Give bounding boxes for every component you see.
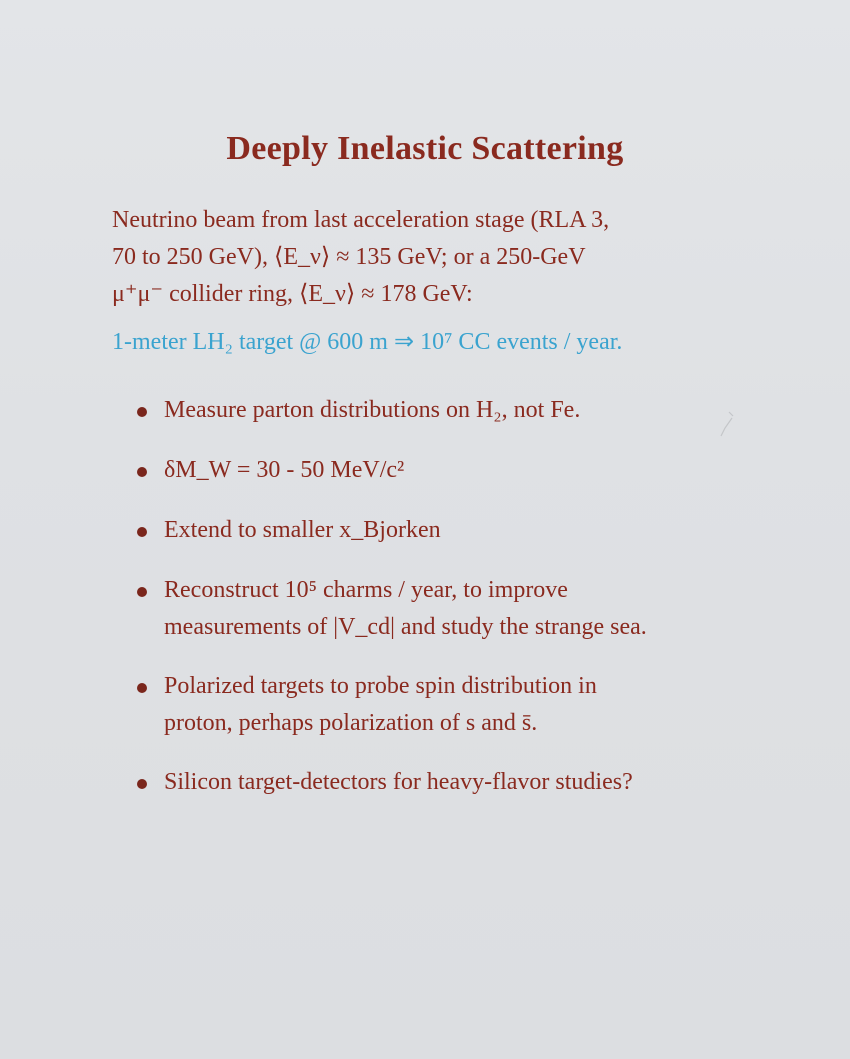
intro-line-1: Neutrino beam from last acceleration stage (RLA 3, — [112, 207, 610, 233]
bullet-text: Silicon target-detectors for heavy-flavor studies? — [164, 769, 633, 795]
bullet-dot-icon — [137, 779, 147, 789]
bullet-dot-icon — [137, 407, 147, 417]
bullet-dot-icon — [137, 587, 147, 597]
bullet-text-line-1: Reconstruct 10⁵ charms / year, to improve — [164, 577, 568, 603]
bullet-text: δM_W = 30 - 50 MeV/c² — [164, 457, 405, 483]
bullet-text-line-2: measurements of |V_cd| and study the strange sea. — [164, 614, 647, 640]
bullet-item-w-mass — [0, 452, 850, 489]
intro-line-2: 70 to 250 GeV), ⟨E_ν⟩ ≈ 135 GeV; or a 250-GeV — [112, 244, 586, 270]
bullet-dot-icon — [137, 683, 147, 693]
bullet-item-polarized-targets — [0, 668, 850, 742]
bullet-text-line-2: proton, perhaps polarization of s and s̄. — [164, 710, 538, 736]
bullet-item-x-bjorken — [0, 512, 850, 549]
bullet-list — [0, 392, 850, 801]
bullet-item-charms — [0, 572, 850, 646]
slide-title: Deeply Inelastic Scattering — [226, 130, 624, 167]
intro-paragraph — [112, 202, 752, 313]
highlight-line: 1-meter LH₂ target @ 600 m ⇒ 10⁷ CC events / year. — [112, 329, 623, 355]
bullet-text: Measure parton distributions on H₂, not Fe. — [164, 397, 581, 423]
bullet-item-silicon-detectors — [0, 764, 850, 801]
intro-line-3: μ⁺μ⁻ collider ring, ⟨E_ν⟩ ≈ 178 GeV: — [112, 281, 473, 307]
bullet-dot-icon — [137, 467, 147, 477]
bullet-text: Extend to smaller x_Bjorken — [164, 517, 441, 543]
bullet-text-line-1: Polarized targets to probe spin distribution in — [164, 673, 597, 699]
pen-mark-icon — [715, 410, 735, 438]
bullet-dot-icon — [137, 527, 147, 537]
